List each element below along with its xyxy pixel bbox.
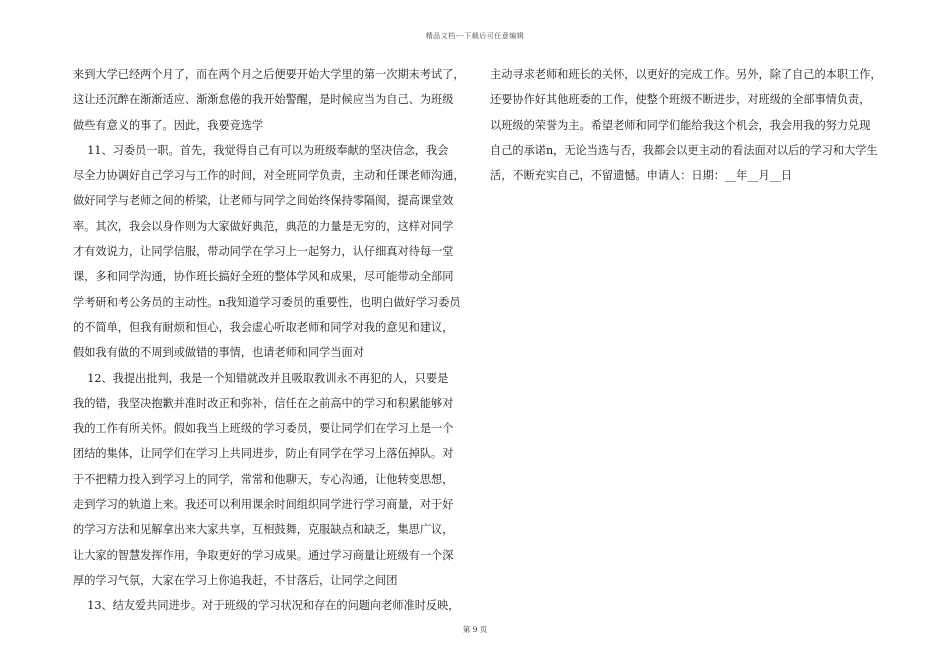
text-line: 以班级的荣誉为主。希望老师和同学们能给我这个机会，我会用我的努力兑现 <box>490 118 871 132</box>
text-line: 学考研和考公务员的主动性。n我知道学习委员的重要性，也明白做好学习委员 <box>73 295 461 309</box>
text-line: 自己的承诺n，无论当选与否，我都会以更主动的看法面对以后的学习和大学生 <box>490 143 878 157</box>
text-line: 我的错，我坚决抱歉并准时改正和弥补，信任在之前高中的学习和积累能够对 <box>73 396 454 410</box>
text-line: 来到大学已经两个月了，而在两个月之后便要开始大学里的第一次期末考试了， <box>73 68 465 81</box>
text-line: 11、习委员一职。首先，我觉得自己有可以为班级奉献的坚决信念，我会 <box>73 143 449 157</box>
right-text-column <box>490 62 890 188</box>
text-line: 13、结友爱共同进步。对于班级的学习状况和存在的问题向老师准时反映， <box>73 599 460 613</box>
page-number: 第 9 页 <box>462 625 488 634</box>
text-line: 厚的学习气氛，大家在学习上你追我赶，不甘落后，让同学之间团 <box>73 573 398 587</box>
text-line: 活，不断充实自己，不留遗憾。申请人：日期：__年__月__日 <box>490 169 793 183</box>
text-line: 还要协作好其他班委的工作，使整个班级不断进步，对班级的全部事情负责， <box>490 93 871 107</box>
text-line: 课，多和同学沟通，协作班长搞好全班的整体学风和成果，尽可能带动全部同 <box>73 270 454 284</box>
text-line: 于不把精力投入到学习上的同学，常常和他聊天，专心沟通，让他转变思想， <box>73 472 454 486</box>
text-line: 我的工作有所关怀。假如我当上班级的学习委员，要让同学们在学习上是一个 <box>73 422 454 436</box>
left-text-column <box>73 62 473 619</box>
text-line: 走到学习的轨道上来。我还可以利用课余时间组织同学进行学习商量，对于好 <box>73 498 454 512</box>
text-line: 尽全力协调好自己学习与工作的时间，对全班同学负责，主动和任课老师沟通， <box>73 169 465 183</box>
text-line: 主动寻求老师和班长的关怀，以更好的完成工作。另外，除了自己的本职工作， <box>490 68 882 81</box>
text-line: 的不简单，但我有耐烦和恒心，我会虚心听取老师和同学对我的意见和建议， <box>73 320 454 334</box>
text-line: 假如我有做的不周到或做错的事情，也请老师和同学当面对 <box>73 346 364 360</box>
text-line: 让大家的智慧发挥作用，争取更好的学习成果。通过学习商量让班级有一个深 <box>73 548 454 562</box>
text-line: 才有效说力，让同学信服，带动同学在学习上一起努力，认仔细真对待每一堂 <box>73 245 454 259</box>
text-line: 率。其次，我会以身作则为大家做好典范，典范的力量是无穷的，这样对同学 <box>73 219 454 233</box>
text-line: 团结的集体，让同学们在学习上共同进步，防止有同学在学习上落伍掉队。对 <box>73 447 454 461</box>
text-line: 12、我提出批判，我是一个知错就改并且吸取教训永不再犯的人，只要是 <box>73 371 449 385</box>
text-line: 做些有意义的事了。因此，我要竞选学 <box>73 118 264 132</box>
text-line: 的学习方法和见解拿出来大家共享，互相鼓舞，克服缺点和缺乏，集思广议， <box>73 523 454 537</box>
text-line: 做好同学与老师之间的桥梁，让老师与同学之间始终保持零隔阂，提高课堂效 <box>73 194 454 208</box>
text-line: 这让还沉醉在渐渐适应、渐渐怠倦的我开始警醒，是时候应当为自己、为班级 <box>73 93 454 107</box>
page-header: 精品文档---下载后可任意编辑 <box>425 32 525 40</box>
